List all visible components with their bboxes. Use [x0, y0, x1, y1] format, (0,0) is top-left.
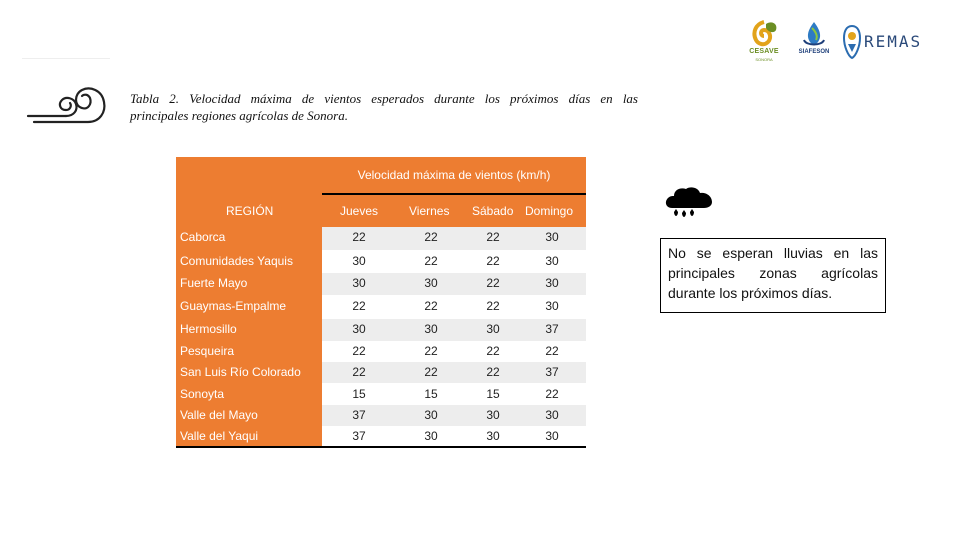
caption-line-2: principales regiones agrícolas de Sonora.: [130, 108, 348, 123]
header-rule: [22, 58, 110, 59]
value-sabado: 30: [486, 408, 500, 422]
table-bottom-rule: [176, 446, 586, 448]
table-caption: [130, 90, 638, 124]
region-name: Valle del Yaqui: [180, 429, 259, 443]
value-viernes: 22: [424, 230, 438, 244]
table-row: [176, 384, 586, 405]
rain-forecast-note: [660, 238, 886, 313]
note-line-1: No se esperan lluvias en las: [668, 245, 878, 261]
value-domingo: 30: [545, 230, 559, 244]
value-domingo: 30: [545, 276, 559, 290]
region-name: Caborca: [180, 230, 226, 244]
region-name: Sonoyta: [180, 387, 225, 401]
value-domingo: 30: [545, 408, 559, 422]
value-viernes: 30: [424, 408, 438, 422]
table-row: [176, 405, 586, 426]
value-viernes: 22: [424, 365, 438, 379]
region-name: Guaymas-Empalme: [180, 299, 287, 313]
table-row: [176, 319, 586, 341]
value-viernes: 15: [424, 387, 438, 401]
value-sabado: 22: [486, 344, 500, 358]
value-sabado: 22: [486, 276, 500, 290]
table-row: [176, 251, 586, 273]
value-jueves: 22: [352, 365, 366, 379]
siafeson-logo: [794, 18, 834, 66]
table-row: [176, 362, 586, 383]
value-viernes: 30: [424, 429, 438, 443]
cesave-logo-text: CESAVE: [749, 48, 779, 55]
region-name: San Luis Río Colorado: [180, 365, 301, 379]
column-header-viernes: Viernes: [409, 204, 450, 218]
value-sabado: 22: [486, 230, 500, 244]
table-row: [176, 296, 586, 318]
value-domingo: 30: [545, 254, 559, 268]
value-domingo: 22: [545, 344, 559, 358]
value-sabado: 22: [486, 254, 500, 268]
table-row: [176, 341, 586, 362]
value-domingo: 37: [545, 322, 559, 336]
value-sabado: 15: [486, 387, 500, 401]
value-jueves: 22: [352, 299, 366, 313]
value-viernes: 22: [424, 299, 438, 313]
cesave-logo-subtext: SONORA: [755, 57, 773, 62]
value-viernes: 22: [424, 344, 438, 358]
value-sabado: 30: [486, 429, 500, 443]
table-row: [176, 273, 586, 295]
value-jueves: 37: [352, 429, 366, 443]
column-header-region: REGIÓN: [226, 204, 274, 218]
value-jueves: 30: [352, 276, 366, 290]
table-title: Velocidad máxima de vientos (km/h): [357, 168, 551, 182]
wind-icon: [26, 82, 108, 126]
region-name: Hermosillo: [180, 322, 237, 336]
column-header-jueves: Jueves: [340, 204, 379, 218]
value-viernes: 22: [424, 254, 438, 268]
region-name: Valle del Mayo: [180, 408, 258, 422]
value-domingo: 22: [545, 387, 559, 401]
value-domingo: 30: [545, 299, 559, 313]
note-line-2: principales zonas agrícolas: [668, 265, 878, 281]
value-jueves: 37: [352, 408, 366, 422]
value-jueves: 15: [352, 387, 366, 401]
region-name: Fuerte Mayo: [180, 276, 248, 290]
value-jueves: 30: [352, 254, 366, 268]
table-row: [176, 426, 586, 446]
region-name: Comunidades Yaquis: [180, 254, 293, 268]
header-divider: [322, 193, 586, 195]
value-jueves: 22: [352, 230, 366, 244]
partner-logos: [742, 18, 922, 68]
rain-cloud-icon: [662, 186, 714, 222]
value-viernes: 30: [424, 276, 438, 290]
value-domingo: 37: [545, 365, 559, 379]
note-line-3: durante los próximos días.: [668, 285, 833, 301]
siafeson-logo-text: SIAFESON: [798, 49, 830, 55]
remas-logo-text: REMAS: [864, 32, 923, 51]
value-jueves: 30: [352, 322, 366, 336]
value-sabado: 22: [486, 299, 500, 313]
value-domingo: 30: [545, 429, 559, 443]
column-header-domingo: Domingo: [525, 204, 574, 218]
value-viernes: 30: [424, 322, 438, 336]
table-row: [176, 227, 586, 250]
value-sabado: 22: [486, 365, 500, 379]
value-sabado: 30: [486, 322, 500, 336]
region-name: Pesqueira: [180, 344, 235, 358]
column-header-sabado: Sábado: [472, 204, 514, 218]
wind-speed-table: [176, 157, 586, 448]
caption-line-1: Tabla 2. Velocidad máxima de vientos esperados durante los próximos días en las: [130, 91, 638, 106]
value-jueves: 22: [352, 344, 366, 358]
